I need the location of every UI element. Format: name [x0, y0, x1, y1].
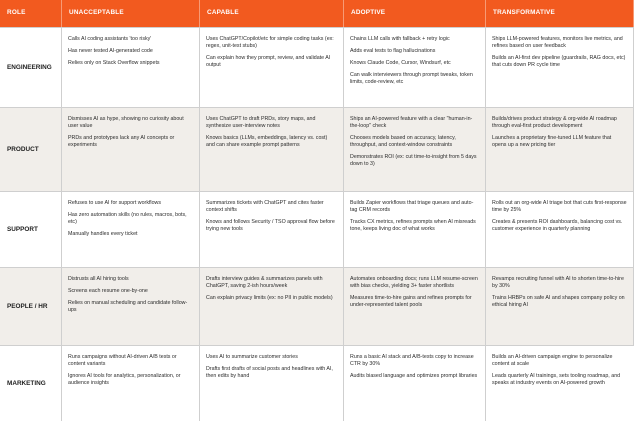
cell-item: Builds an AI-first dev pipeline (guardrails, RAG docs, etc) that cuts down PR cycle time — [492, 54, 626, 68]
cell-item: Can explain privacy limits (ex: no PII in public models) — [206, 294, 333, 301]
cell-item: Automates onboarding docs; runs LLM resume-screen with bias checks, yielding 3+ faster shortlists — [350, 276, 478, 289]
matrix-cell — [344, 267, 486, 345]
row-label: PRODUCT — [0, 107, 62, 191]
column-header-transformative: TRANSFORMATIVE — [486, 0, 634, 27]
matrix-cell — [200, 27, 344, 107]
cell-item: Ignores AI tools for analytics, personalization, or audience insights — [68, 372, 181, 386]
cell-item: Screens each resume one-by-one — [68, 287, 148, 294]
matrix-cell — [200, 191, 344, 267]
cell-item: Drafts interview guides & summarizes panels with ChatGPT, saving 2-ish hours/week — [206, 276, 323, 289]
cell-item: Rolls out an org-wide AI triage bot that cuts first-response time by 25% — [492, 200, 627, 213]
matrix-cell — [62, 107, 200, 191]
cell-item: Knows and follows Security / TSO approval flow before trying new tools — [206, 218, 335, 232]
row-label: PEOPLE / HR — [0, 267, 62, 345]
cell-item: Launches a proprietary fine-tuned LLM feature that opens up a new pricing tier — [492, 134, 612, 148]
matrix-cell — [486, 345, 634, 421]
row-label: SUPPORT — [0, 191, 62, 267]
cell-item: Dismisses AI as hype, showing no curiosity about user value — [68, 116, 184, 129]
cell-item: Summarizes tickets with ChatGPT and cites faster context shifts — [206, 200, 324, 213]
cell-item: Distrusts all AI hiring tools — [68, 276, 129, 282]
column-header-adoptive: ADOPTIVE — [344, 0, 486, 27]
matrix-cell — [62, 191, 200, 267]
matrix-cell — [62, 27, 200, 107]
column-header-role: ROLE — [0, 0, 62, 27]
matrix-cell — [486, 107, 634, 191]
cell-item: Drafts first drafts of social posts and headlines with AI, then edits by hand — [206, 365, 333, 379]
matrix-cell — [62, 345, 200, 421]
matrix-cell — [486, 267, 634, 345]
matrix-cell — [344, 107, 486, 191]
matrix-cell — [200, 267, 344, 345]
cell-item: Revamps recruiting funnel with AI to shorten time-to-hire by 30% — [492, 276, 624, 289]
cell-item: Has zero automation skills (no rules, macros, bots, etc) — [68, 211, 187, 225]
cell-item: Calls AI coding assistants 'too risky' — [68, 36, 152, 42]
cell-item: Can explain how they prompt, review, and validate AI output — [206, 54, 331, 68]
matrix-cell — [486, 27, 634, 107]
cell-item: Ships an AI-powered feature with a clear "human-in-the-loop" check — [350, 116, 473, 129]
cell-item: Audits biased language and optimizes prompt libraries — [350, 372, 478, 379]
cell-item: Builds Zapier workflows that triage queues and auto-tag CRM records — [350, 200, 474, 213]
cell-item: Uses ChatGPT/Copilot/etc for simple coding tasks (ex: regex, unit-test stubs) — [206, 36, 334, 49]
matrix-cell — [200, 107, 344, 191]
cell-item: Knows basics (LLMs, embeddings, latency vs. cost) and can share example prompt patterns — [206, 134, 328, 148]
cell-item: PRDs and prototypes lack any AI concepts or experiments — [68, 134, 175, 148]
cell-item: Builds an AI-driven campaign engine to personalize content at scale — [492, 354, 613, 367]
cell-item: Has never tested AI-generated code — [68, 47, 153, 54]
cell-item: Uses AI to summarize customer stories — [206, 354, 298, 360]
cell-item: Knows Claude Code, Cursor, Windsurf, etc — [350, 59, 451, 66]
matrix-cell — [344, 27, 486, 107]
cell-item: Trains HRBPs on safe AI and shapes company policy on ethical hiring AI — [492, 294, 625, 308]
cell-item: Chooses models based on accuracy, latency, throughput, and context-window constraints — [350, 134, 456, 148]
cell-item: Creates & presents ROI dashboards, balancing cost vs. customer experience in quarterly planning — [492, 218, 623, 232]
cell-item: Builds/drives product strategy & org-wide AI roadmap through eval-first product development — [492, 116, 617, 129]
cell-item: Runs a basic AI stack and A/B-tests copy to increase CTR by 30% — [350, 354, 474, 367]
cell-item: Refuses to use AI for support workflows — [68, 200, 162, 206]
matrix-cell — [200, 345, 344, 421]
cell-item: Relies on manual scheduling and candidate follow-ups — [68, 299, 188, 313]
column-header-capable: CAPABLE — [200, 0, 344, 27]
cell-item: Runs campaigns without AI-driven A/B tests or content variants — [68, 354, 177, 367]
cell-item: Chains LLM calls with fallback + retry logic — [350, 36, 450, 42]
matrix-cell — [62, 267, 200, 345]
matrix-cell — [344, 191, 486, 267]
cell-item: Demonstrates ROI (ex: cut time-to-insight from 5 days down to 3) — [350, 153, 477, 167]
cell-item: Relies only on Stack Overflow snippets — [68, 59, 160, 66]
row-label: ENGINEERING — [0, 27, 62, 107]
cell-item: Measures time-to-hire gains and refines prompts for under-represented talent pools — [350, 294, 472, 308]
row-label: MARKETING — [0, 345, 62, 421]
column-header-unacceptable: UNACCEPTABLE — [62, 0, 200, 27]
cell-item: Tracks CX metrics, refines prompts when AI misreads tone, keeps living doc of what works — [350, 218, 476, 232]
cell-item: Can walk interviewers through prompt tweaks, token limits, code-review, etc — [350, 71, 473, 85]
cell-item: Manually handles every ticket — [68, 230, 138, 237]
matrix-cell — [344, 345, 486, 421]
cell-item: Adds eval tests to flag hallucinations — [350, 47, 436, 54]
cell-item: Ships LLM-powered features, monitors live metrics, and refines based on user feedback — [492, 36, 623, 49]
matrix-cell — [486, 191, 634, 267]
cell-item: Leads quarterly AI trainings, sets tooling roadmap, and speaks at industry events on AI-powered growth — [492, 372, 621, 386]
cell-item: Uses ChatGPT to draft PRDs, story maps, and synthesize user-interview notes — [206, 116, 316, 129]
